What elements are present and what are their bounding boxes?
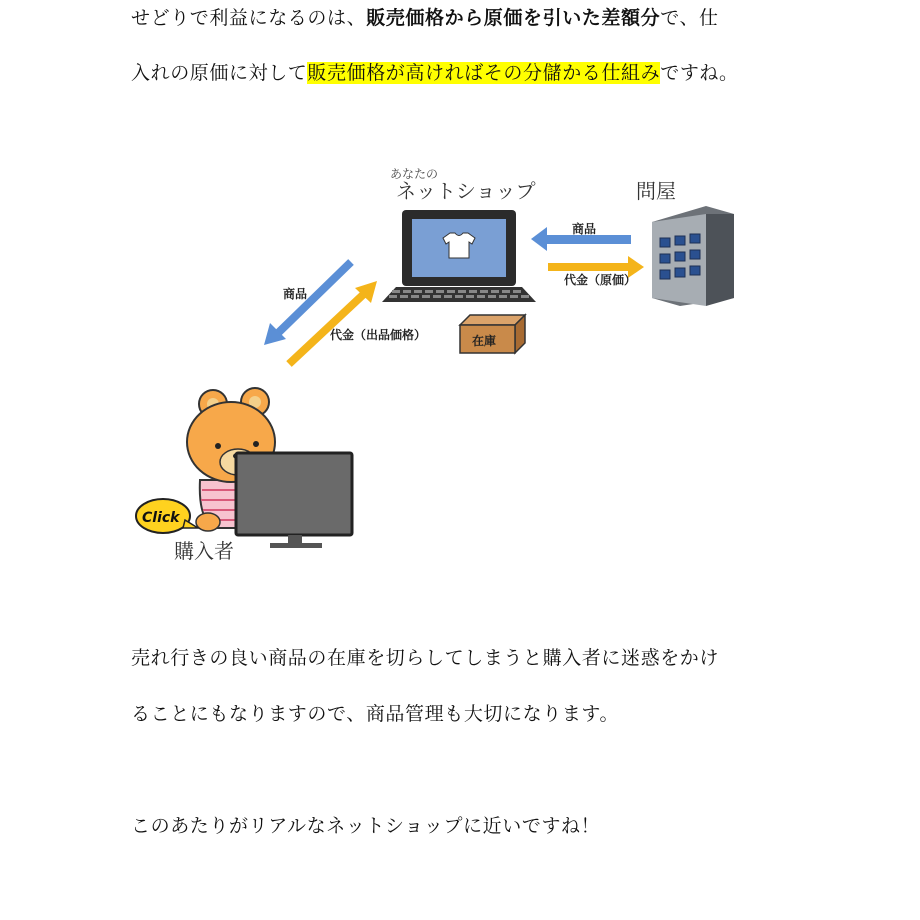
- net-shop-caption: ネットショップ: [396, 179, 536, 203]
- net-shop-caption-small: あなたの: [390, 167, 439, 181]
- payment-to-wholesaler-label: 代金（原価）: [564, 273, 637, 287]
- goods-to-buyer-label: 商品: [283, 287, 308, 301]
- paragraph1-line1-start: せどりで利益になるのは、: [131, 7, 367, 29]
- goods-to-shop-label: 商品: [572, 222, 597, 236]
- paragraph2-line2: ることにもなりますので、商品管理も大切になります。: [131, 703, 620, 725]
- laptop-icon: [382, 210, 536, 302]
- paragraph1-bold-phrase: 販売価格から原価を引いた差額分: [366, 7, 661, 29]
- stock-label: 在庫: [472, 334, 497, 348]
- paragraph2-line1: 売れ行きの良い商品の在庫を切らしてしまうと購入者に迷惑をかけ: [131, 647, 720, 669]
- payment-to-shop-label: 代金（出品価格）: [330, 328, 427, 342]
- desktop-monitor-icon: [236, 453, 352, 548]
- paragraph3-line1: このあたりがリアルなネットショップに近いですね！: [131, 815, 601, 837]
- paragraph1-line2-end: ですね。: [660, 62, 739, 84]
- building-icon: [652, 206, 734, 306]
- paragraph1-line2-start: 入れの原価に対して: [131, 62, 308, 84]
- paragraph1-line1-end: で、仕: [660, 7, 719, 29]
- buyer-label: 購入者: [174, 539, 234, 563]
- click-label: Click: [142, 510, 180, 526]
- paragraph1-highlight-phrase: 販売価格が高ければその分儲かる仕組み: [307, 62, 661, 84]
- wholesaler-label: 問屋: [636, 179, 676, 203]
